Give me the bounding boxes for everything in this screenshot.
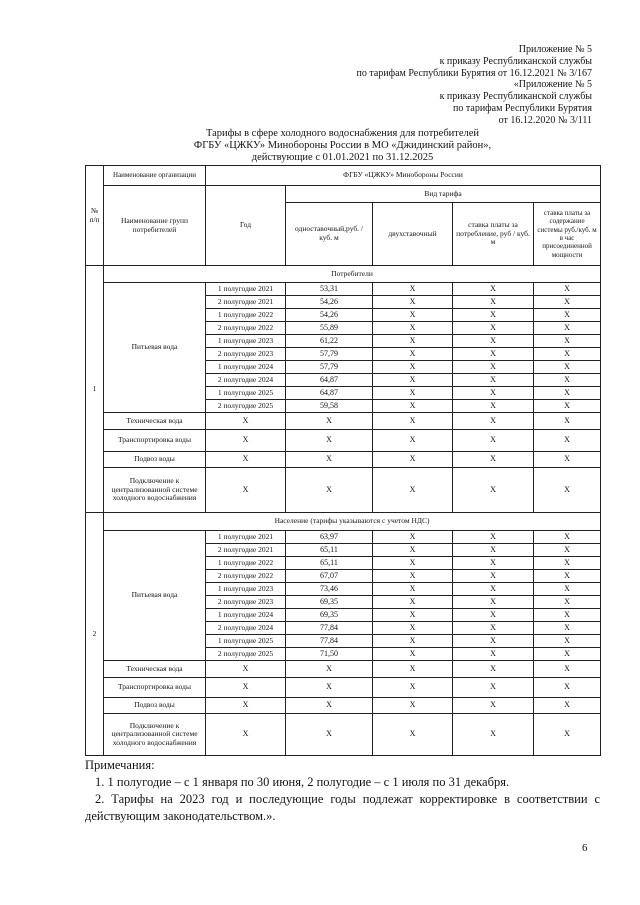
period-cell: 2 полугодие 2024 bbox=[206, 374, 286, 387]
consumption-rate-cell: X bbox=[453, 544, 534, 557]
service-name: Техническая вода bbox=[104, 413, 206, 430]
maintenance-rate-cell: X bbox=[534, 609, 601, 622]
two-rate-cell: X bbox=[373, 609, 453, 622]
consumption-rate-cell: X bbox=[453, 531, 534, 544]
single-rate-cell: 61,22 bbox=[286, 335, 373, 348]
service-name: Подключение к централизованной системе холодного водоснабжения bbox=[104, 714, 206, 756]
single-rate-cell: 71,50 bbox=[286, 648, 373, 661]
service-value-cell: X bbox=[286, 413, 373, 430]
period-cell: 2 полугодие 2025 bbox=[206, 400, 286, 413]
document-title bbox=[85, 128, 600, 164]
notes bbox=[85, 757, 600, 825]
service-name: Техническая вода bbox=[104, 661, 206, 678]
appendix-header bbox=[356, 44, 592, 127]
two-rate-cell: X bbox=[373, 283, 453, 296]
maintenance-rate-cell: X bbox=[534, 400, 601, 413]
appendix-header-line: Приложение № 5 bbox=[518, 44, 592, 55]
service-name: Подключение к централизованной системе холодного водоснабжения bbox=[104, 468, 206, 513]
two-rate-cell: X bbox=[373, 557, 453, 570]
service-value-cell: X bbox=[453, 452, 534, 468]
service-value-cell: X bbox=[286, 468, 373, 513]
period-cell: 1 полугодие 2024 bbox=[206, 609, 286, 622]
service-row bbox=[86, 452, 601, 468]
maintenance-rate-cell: X bbox=[534, 635, 601, 648]
period-cell: 1 полугодие 2022 bbox=[206, 309, 286, 322]
service-row bbox=[86, 413, 601, 430]
tariff-row bbox=[86, 531, 601, 544]
two-rate-cell: X bbox=[373, 622, 453, 635]
service-name: Подвоз воды bbox=[104, 698, 206, 714]
service-value-cell: X bbox=[206, 661, 286, 678]
maintenance-rate-cell: X bbox=[534, 570, 601, 583]
period-cell: 2 полугодие 2024 bbox=[206, 622, 286, 635]
consumption-rate-cell: X bbox=[453, 583, 534, 596]
service-value-cell: X bbox=[286, 661, 373, 678]
service-value-cell: X bbox=[206, 678, 286, 698]
two-rate-cell: X bbox=[373, 335, 453, 348]
consumption-rate-cell: X bbox=[453, 361, 534, 374]
service-value-cell: X bbox=[286, 430, 373, 452]
maintenance-rate-cell: X bbox=[534, 361, 601, 374]
maintenance-rate-cell: X bbox=[534, 387, 601, 400]
service-value-cell: X bbox=[534, 714, 601, 756]
tariff-table bbox=[85, 165, 601, 756]
service-value-cell: X bbox=[206, 468, 286, 513]
consumption-rate-cell: X bbox=[453, 348, 534, 361]
maintenance-rate-cell: X bbox=[534, 648, 601, 661]
service-row bbox=[86, 698, 601, 714]
service-value-cell: X bbox=[286, 452, 373, 468]
period-cell: 1 полугодие 2021 bbox=[206, 531, 286, 544]
single-rate-cell: 53,31 bbox=[286, 283, 373, 296]
maintenance-rate-cell: X bbox=[534, 544, 601, 557]
maintenance-rate-cell: X bbox=[534, 374, 601, 387]
consumption-rate-cell: X bbox=[453, 283, 534, 296]
page-number: 6 bbox=[582, 842, 588, 854]
tariff-table-header bbox=[86, 166, 601, 266]
service-row bbox=[86, 430, 601, 452]
header-row bbox=[86, 166, 601, 186]
maintenance-rate-cell: X bbox=[534, 557, 601, 570]
service-value-cell: X bbox=[453, 413, 534, 430]
single-rate-cell: 69,35 bbox=[286, 609, 373, 622]
two-rate-cell: X bbox=[373, 635, 453, 648]
period-cell: 2 полугодие 2022 bbox=[206, 322, 286, 335]
two-rate-cell: X bbox=[373, 648, 453, 661]
row-number: 1 bbox=[86, 266, 104, 513]
maintenance-rate-cell: X bbox=[534, 296, 601, 309]
period-cell: 2 полугодие 2021 bbox=[206, 296, 286, 309]
maintenance-rate-cell: X bbox=[534, 348, 601, 361]
maintenance-rate-cell: X bbox=[534, 322, 601, 335]
period-cell: 2 полугодие 2022 bbox=[206, 570, 286, 583]
consumer-group: Питьевая вода bbox=[104, 531, 206, 661]
two-rate-cell: X bbox=[373, 570, 453, 583]
header-year: Год bbox=[206, 186, 286, 266]
tariff-row bbox=[86, 283, 601, 296]
maintenance-rate-cell: X bbox=[534, 531, 601, 544]
service-row bbox=[86, 678, 601, 698]
service-value-cell: X bbox=[453, 468, 534, 513]
maintenance-rate-cell: X bbox=[534, 583, 601, 596]
service-value-cell: X bbox=[206, 452, 286, 468]
single-rate-cell: 64,87 bbox=[286, 374, 373, 387]
header-consumption-rate: ставка платы за потребление, руб / куб. м bbox=[453, 203, 534, 266]
service-value-cell: X bbox=[534, 452, 601, 468]
maintenance-rate-cell: X bbox=[534, 309, 601, 322]
service-value-cell: X bbox=[286, 714, 373, 756]
single-rate-cell: 57,79 bbox=[286, 361, 373, 374]
period-cell: 2 полугодие 2023 bbox=[206, 348, 286, 361]
service-value-cell: X bbox=[286, 678, 373, 698]
service-value-cell: X bbox=[373, 678, 453, 698]
period-cell: 1 полугодие 2022 bbox=[206, 557, 286, 570]
period-cell: 1 полугодие 2025 bbox=[206, 635, 286, 648]
single-rate-cell: 69,35 bbox=[286, 596, 373, 609]
header-organization-name: ФГБУ «ЦЖКУ» Минобороны России bbox=[206, 166, 601, 186]
header-tariff-type: Вид тарифа bbox=[286, 186, 601, 203]
maintenance-rate-cell: X bbox=[534, 283, 601, 296]
two-rate-cell: X bbox=[373, 544, 453, 557]
header-single-rate: одноставочный,руб. / куб. м bbox=[286, 203, 373, 266]
note-item: 1. 1 полугодие – с 1 января по 30 июня, 2 полугодие – с 1 июля по 31 декабря. bbox=[95, 775, 510, 789]
service-value-cell: X bbox=[206, 698, 286, 714]
single-rate-cell: 59,58 bbox=[286, 400, 373, 413]
service-value-cell: X bbox=[373, 468, 453, 513]
service-row bbox=[86, 714, 601, 756]
service-value-cell: X bbox=[373, 452, 453, 468]
two-rate-cell: X bbox=[373, 374, 453, 387]
consumption-rate-cell: X bbox=[453, 648, 534, 661]
single-rate-cell: 54,26 bbox=[286, 309, 373, 322]
service-value-cell: X bbox=[534, 698, 601, 714]
service-value-cell: X bbox=[453, 698, 534, 714]
period-cell: 2 полугодие 2023 bbox=[206, 596, 286, 609]
service-value-cell: X bbox=[373, 698, 453, 714]
single-rate-cell: 57,79 bbox=[286, 348, 373, 361]
period-cell: 2 полугодие 2025 bbox=[206, 648, 286, 661]
period-cell: 1 полугодие 2021 bbox=[206, 283, 286, 296]
service-row bbox=[86, 468, 601, 513]
consumption-rate-cell: X bbox=[453, 557, 534, 570]
service-row bbox=[86, 661, 601, 678]
service-name: Транспортировка воды bbox=[104, 678, 206, 698]
service-value-cell: X bbox=[206, 714, 286, 756]
service-value-cell: X bbox=[534, 468, 601, 513]
notes-heading: Примечания: bbox=[85, 758, 155, 772]
maintenance-rate-cell: X bbox=[534, 596, 601, 609]
consumption-rate-cell: X bbox=[453, 309, 534, 322]
maintenance-rate-cell: X bbox=[534, 622, 601, 635]
appendix-header-line: по тарифам Республики Бурятия от 16.12.2021 № 3/167 bbox=[356, 67, 592, 79]
row-number: 2 bbox=[86, 513, 104, 756]
header-organization-label: Наименование организации bbox=[104, 166, 206, 186]
service-value-cell: X bbox=[286, 698, 373, 714]
period-cell: 1 полугодие 2025 bbox=[206, 387, 286, 400]
service-value-cell: X bbox=[373, 714, 453, 756]
two-rate-cell: X bbox=[373, 296, 453, 309]
two-rate-cell: X bbox=[373, 361, 453, 374]
two-rate-cell: X bbox=[373, 583, 453, 596]
two-rate-cell: X bbox=[373, 387, 453, 400]
service-value-cell: X bbox=[453, 678, 534, 698]
section-title-row bbox=[86, 266, 601, 283]
period-cell: 1 полугодие 2024 bbox=[206, 361, 286, 374]
service-value-cell: X bbox=[534, 678, 601, 698]
two-rate-cell: X bbox=[373, 531, 453, 544]
consumer-group: Питьевая вода bbox=[104, 283, 206, 413]
consumption-rate-cell: X bbox=[453, 322, 534, 335]
period-cell: 1 полугодие 2023 bbox=[206, 583, 286, 596]
appendix-header-line: от 16.12.2020 № 3/111 bbox=[498, 114, 592, 126]
service-value-cell: X bbox=[453, 661, 534, 678]
period-cell: 1 полугодие 2023 bbox=[206, 335, 286, 348]
section-title: Потребители bbox=[104, 266, 601, 283]
appendix-header-line: к приказу Республиканской службы bbox=[439, 91, 592, 103]
consumption-rate-cell: X bbox=[453, 400, 534, 413]
title-line: ФГБУ «ЦЖКУ» Минобороны России в МО «Джидинский район», bbox=[193, 140, 492, 151]
consumption-rate-cell: X bbox=[453, 387, 534, 400]
tariff-table-body bbox=[86, 266, 601, 756]
service-value-cell: X bbox=[206, 430, 286, 452]
appendix-header-line: «Приложение № 5 bbox=[513, 79, 592, 91]
service-value-cell: X bbox=[206, 413, 286, 430]
period-cell: 2 полугодие 2021 bbox=[206, 544, 286, 557]
consumption-rate-cell: X bbox=[453, 622, 534, 635]
header-two-rate: двухставочный bbox=[373, 203, 453, 266]
section-title: Население (тарифы указываются с учетом НДС) bbox=[104, 513, 601, 531]
single-rate-cell: 73,46 bbox=[286, 583, 373, 596]
header-maintenance-rate: ставка платы за содержание системы руб./куб. м в час присоединенной мощности bbox=[534, 203, 601, 266]
single-rate-cell: 64,87 bbox=[286, 387, 373, 400]
service-value-cell: X bbox=[453, 430, 534, 452]
header-number: № п/п bbox=[86, 166, 104, 266]
single-rate-cell: 63,97 bbox=[286, 531, 373, 544]
two-rate-cell: X bbox=[373, 596, 453, 609]
two-rate-cell: X bbox=[373, 348, 453, 361]
single-rate-cell: 67,07 bbox=[286, 570, 373, 583]
service-value-cell: X bbox=[373, 661, 453, 678]
service-name: Подвоз воды bbox=[104, 452, 206, 468]
service-name: Транспортировка воды bbox=[104, 430, 206, 452]
title-line: Тарифы в сфере холодного водоснабжения для потребителей bbox=[205, 128, 480, 139]
two-rate-cell: X bbox=[373, 400, 453, 413]
two-rate-cell: X bbox=[373, 309, 453, 322]
consumption-rate-cell: X bbox=[453, 596, 534, 609]
service-value-cell: X bbox=[453, 714, 534, 756]
consumption-rate-cell: X bbox=[453, 609, 534, 622]
consumption-rate-cell: X bbox=[453, 635, 534, 648]
header-consumer-group: Наименование групп потребителей bbox=[104, 186, 206, 266]
appendix-header-line: по тарифам Республики Бурятия bbox=[453, 102, 592, 114]
service-value-cell: X bbox=[373, 413, 453, 430]
maintenance-rate-cell: X bbox=[534, 335, 601, 348]
title-line: действующие с 01.01.2021 по 31.12.2025 bbox=[251, 152, 434, 163]
consumption-rate-cell: X bbox=[453, 335, 534, 348]
section-title-row bbox=[86, 513, 601, 531]
service-value-cell: X bbox=[534, 430, 601, 452]
two-rate-cell: X bbox=[373, 322, 453, 335]
consumption-rate-cell: X bbox=[453, 296, 534, 309]
service-value-cell: X bbox=[373, 430, 453, 452]
single-rate-cell: 54,26 bbox=[286, 296, 373, 309]
consumption-rate-cell: X bbox=[453, 374, 534, 387]
header-row bbox=[86, 186, 601, 203]
single-rate-cell: 55,89 bbox=[286, 322, 373, 335]
single-rate-cell: 77,84 bbox=[286, 622, 373, 635]
single-rate-cell: 65,11 bbox=[286, 544, 373, 557]
appendix-header-line: к приказу Республиканской службы bbox=[439, 55, 592, 67]
single-rate-cell: 65,11 bbox=[286, 557, 373, 570]
service-value-cell: X bbox=[534, 413, 601, 430]
note-item: 2. Тарифы на 2023 год и последующие годы подлежат корректировке в соответствии с действующим законодательством.». bbox=[85, 792, 600, 823]
single-rate-cell: 77,84 bbox=[286, 635, 373, 648]
consumption-rate-cell: X bbox=[453, 570, 534, 583]
service-value-cell: X bbox=[534, 661, 601, 678]
